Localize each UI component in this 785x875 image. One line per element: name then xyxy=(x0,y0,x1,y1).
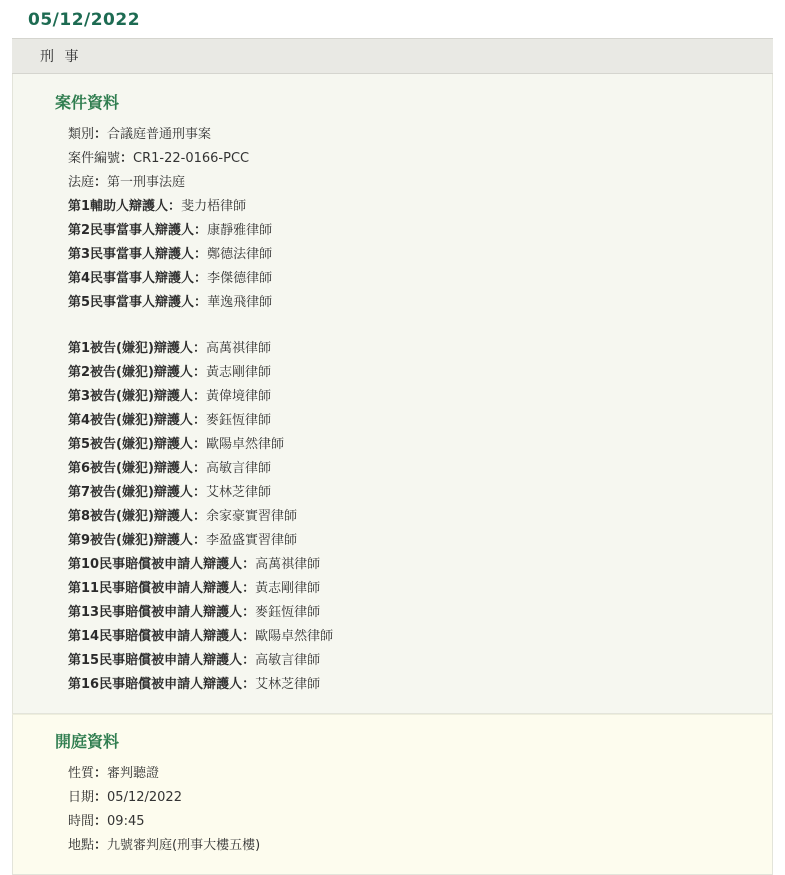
field-separator: ： xyxy=(94,175,108,190)
field-separator: ： xyxy=(242,581,256,596)
counsel-row xyxy=(13,577,772,601)
field-separator: ： xyxy=(94,766,108,781)
field-label: 第3民事當事人辯護人 xyxy=(68,247,195,262)
field-label: 案件編號 xyxy=(68,151,121,166)
field-label: 第9被告(嫌犯)辯護人 xyxy=(68,533,193,548)
field-label: 第6被告(嫌犯)辯護人 xyxy=(68,461,193,476)
counsel-row xyxy=(13,673,772,697)
field-separator: ： xyxy=(192,341,206,356)
field-separator: ： xyxy=(94,790,108,805)
counsel-row xyxy=(13,337,772,361)
field-label: 第15民事賠償被申請人辯護人 xyxy=(68,653,243,668)
counsel-row xyxy=(13,457,772,481)
field-separator: ： xyxy=(242,653,256,668)
field-label: 第14民事賠償被申請人辯護人 xyxy=(68,629,243,644)
field-separator: ： xyxy=(120,151,134,166)
field-label: 第5民事當事人辯護人 xyxy=(68,295,195,310)
counsel-group-one xyxy=(13,195,772,315)
field-value: 審判聽證 xyxy=(107,766,160,781)
field-separator: ： xyxy=(242,677,256,692)
field-separator: ： xyxy=(194,247,208,262)
field-value: 09:45 xyxy=(107,814,145,829)
case-info-panel xyxy=(12,74,773,714)
field-value: 高敏言律師 xyxy=(205,461,271,476)
field-separator: ： xyxy=(242,629,256,644)
field-value: 九號審判庭(刑事大樓五樓) xyxy=(107,838,261,853)
field-separator: ： xyxy=(192,485,206,500)
field-separator: ： xyxy=(192,509,206,524)
field-value: 麥鈺恆律師 xyxy=(205,413,271,428)
field-separator: ： xyxy=(94,127,108,142)
field-separator: ： xyxy=(242,605,256,620)
counsel-row xyxy=(13,505,772,529)
counsel-row xyxy=(13,195,772,219)
case-info-row xyxy=(13,171,772,195)
field-label: 第2被告(嫌犯)辯護人 xyxy=(68,365,193,380)
counsel-row xyxy=(13,219,772,243)
counsel-row xyxy=(13,433,772,457)
field-label: 第1輔助人辯護人 xyxy=(68,199,169,214)
counsel-row xyxy=(13,481,772,505)
field-value: 黃志剛律師 xyxy=(255,581,321,596)
field-separator: ： xyxy=(192,437,206,452)
field-value: 李傑德律師 xyxy=(207,271,273,286)
field-value: 鄭德法律師 xyxy=(207,247,273,262)
hearing-info-row xyxy=(13,810,772,834)
hearing-info-row xyxy=(13,786,772,810)
section-bar-criminal: 刑 事 xyxy=(12,38,773,74)
case-info-title: 案件資料 xyxy=(55,93,120,112)
field-separator: ： xyxy=(192,365,206,380)
field-label: 時間 xyxy=(68,814,95,829)
field-label: 第16民事賠償被申請人辯護人 xyxy=(68,677,243,692)
hearing-info-row xyxy=(13,834,772,858)
field-separator: ： xyxy=(192,533,206,548)
field-label: 類別 xyxy=(68,127,95,142)
counsel-row xyxy=(13,267,772,291)
field-separator: ： xyxy=(192,389,206,404)
counsel-row xyxy=(13,243,772,267)
field-label: 第4被告(嫌犯)辯護人 xyxy=(68,413,193,428)
field-value: 高萬祺律師 xyxy=(205,341,271,356)
case-info-fields xyxy=(13,123,772,195)
field-value: 華逸飛律師 xyxy=(207,295,273,310)
field-label: 第11民事賠償被申請人辯護人 xyxy=(68,581,243,596)
field-label: 法庭 xyxy=(68,175,95,190)
field-separator: ： xyxy=(194,271,208,286)
field-value: 第一刑事法庭 xyxy=(107,175,186,190)
case-info-row xyxy=(13,123,772,147)
field-separator: ： xyxy=(194,223,208,238)
field-separator: ： xyxy=(94,838,108,853)
field-value: 黃偉境律師 xyxy=(205,389,271,404)
hearing-bottom-pad xyxy=(13,858,772,874)
counsel-row xyxy=(13,625,772,649)
field-label: 第2民事當事人辯護人 xyxy=(68,223,195,238)
group-spacer xyxy=(13,315,772,337)
field-label: 第7被告(嫌犯)辯護人 xyxy=(68,485,193,500)
field-value: 余家豪實習律師 xyxy=(205,509,297,524)
counsel-row xyxy=(13,553,772,577)
field-label: 第5被告(嫌犯)辯護人 xyxy=(68,437,193,452)
hearing-info-panel xyxy=(12,714,773,875)
field-value: 斐力梧律師 xyxy=(181,199,247,214)
field-separator: ： xyxy=(94,814,108,829)
field-label: 第1被告(嫌犯)辯護人 xyxy=(68,341,193,356)
counsel-row xyxy=(13,409,772,433)
field-value: 艾林芝律師 xyxy=(255,677,321,692)
field-label: 地點 xyxy=(68,838,95,853)
field-separator: ： xyxy=(192,461,206,476)
field-label: 性質 xyxy=(68,766,95,781)
hearing-info-row xyxy=(13,762,772,786)
counsel-row xyxy=(13,291,772,315)
counsel-row xyxy=(13,649,772,673)
field-value: 黃志剛律師 xyxy=(205,365,271,380)
counsel-group-two xyxy=(13,337,772,697)
field-value: 康靜雅律師 xyxy=(207,223,273,238)
case-info-row xyxy=(13,147,772,171)
field-separator: ： xyxy=(168,199,182,214)
field-label: 日期 xyxy=(68,790,95,805)
page-date-header: 05/12/2022 xyxy=(28,10,141,30)
field-value: 李盈盛實習律師 xyxy=(205,533,297,548)
field-value: 歐陽卓然律師 xyxy=(255,629,334,644)
counsel-row xyxy=(13,601,772,625)
field-label: 第4民事當事人辯護人 xyxy=(68,271,195,286)
field-value: 艾林芝律師 xyxy=(205,485,271,500)
field-separator: ： xyxy=(242,557,256,572)
field-value: CR1-22-0166-PCC xyxy=(133,151,250,166)
field-label: 第3被告(嫌犯)辯護人 xyxy=(68,389,193,404)
counsel-row xyxy=(13,361,772,385)
field-value: 合議庭普通刑事案 xyxy=(107,127,212,142)
field-label: 第13民事賠償被申請人辯護人 xyxy=(68,605,243,620)
counsel-row xyxy=(13,529,772,553)
field-value: 05/12/2022 xyxy=(107,790,182,805)
field-label: 第8被告(嫌犯)辯護人 xyxy=(68,509,193,524)
field-separator: ： xyxy=(192,413,206,428)
field-value: 高萬祺律師 xyxy=(255,557,321,572)
field-separator: ： xyxy=(194,295,208,310)
field-value: 高敏言律師 xyxy=(255,653,321,668)
field-label: 第10民事賠償被申請人辯護人 xyxy=(68,557,243,572)
field-value: 歐陽卓然律師 xyxy=(205,437,284,452)
field-value: 麥鈺恆律師 xyxy=(255,605,321,620)
counsel-row xyxy=(13,385,772,409)
panel-bottom-pad xyxy=(13,697,772,713)
hearing-info-fields xyxy=(13,762,772,858)
hearing-info-title: 開庭資料 xyxy=(55,732,120,751)
